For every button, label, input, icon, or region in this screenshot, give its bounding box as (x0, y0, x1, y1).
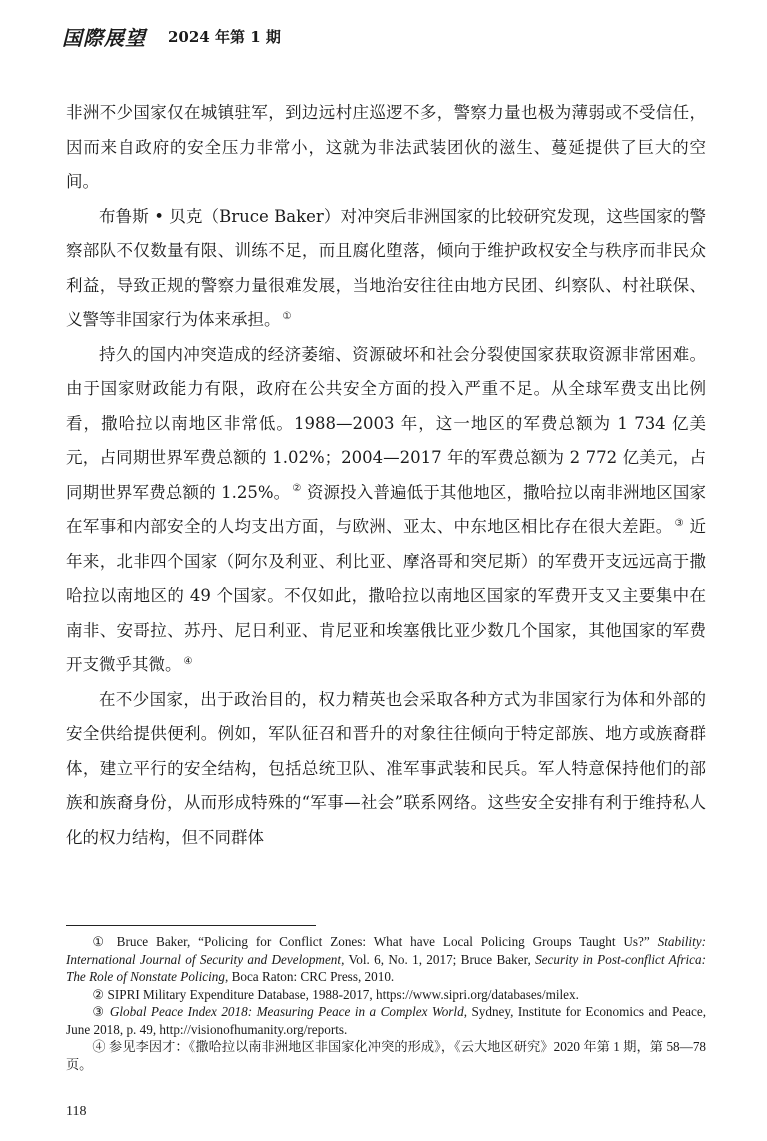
paragraph-4: 在不少国家，出于政治目的，权力精英也会采取各种方式为非国家行为体和外部的安全供给提供便利。例如，军队征召和晋升的对象往往倾向于特定部族、地方或族裔群体，建立平行的安全结构，包括总统卫队、准军事武装和民兵。军人特意保持他们的部族和族裔身份，从而形成特殊的“军事—社会”联系网络。这些安全安排有利于维持私人化的权力结构，但不同群体 (66, 689, 706, 847)
footnote-3: ③ Global Peace Index 2018: Measuring Peace in a Complex World, Sydney, Institute for Economics and Peace, June 2018, p. 49, http://visionofhumanity.org/reports. (66, 1004, 707, 1037)
footnote-2: ② SIPRI Military Expenditure Database, 1988-2017, https://www.sipri.org/databases/milex. (92, 986, 579, 1002)
footnote-ref-1[interactable]: ① (282, 310, 292, 322)
paragraph-3: 持久的国内冲突造成的经济萎缩、资源破坏和社会分裂使国家获取资源非常困难。由于国家财政能力有限，政府在公共安全方面的投入严重不足。从全球军费支出比例看，撒哈拉以南地区非常低。1988—2003 年，这一地区的军费总额为 1 734 亿美元，占同期世界军费总额的 1.02%；2004—2017 年的军费总额为 2 772 亿美元，占同期世界军费总额的 1.25%。 ② 资源投入普遍低于其他地区，撒哈拉以南非洲地区国家在军事和内部安全的人均支出方面，与欧洲、亚太、中东地区相比存在很大差距。 ③ 近年来，北非四个国家（阿尔及利亚、利比亚、摩洛哥和突尼斯）的军费开支远远高于撒哈拉以南地区的 49 个国家。不仅如此，撒哈拉以南地区国家的军费开支又主要集中在南非、安哥拉、苏丹、尼日利亚、肯尼亚和埃塞俄比亚少数几个国家，其他国家的军费开支微乎其微。 ④ (66, 344, 707, 674)
running-header (62, 20, 281, 52)
footnote-ref-2[interactable]: ② (292, 483, 302, 494)
footnote-ref-4[interactable]: ④ (183, 655, 193, 667)
issue-number: 2024 年第 1 期 (168, 27, 281, 46)
footnotes (66, 933, 706, 1073)
page-number: 118 (66, 1104, 87, 1119)
footnote-4: ④ 参见李因才：《撒哈拉以南非洲地区非国家化冲突的形成》，《云大地区研究》2020 年第 1 期，第 58—78 页。 (66, 1039, 707, 1072)
paragraph-1: 非洲不少国家仅在城镇驻军，到边远村庄巡逻不多，警察力量也极为薄弱或不受信任，因而来自政府的安全压力非常小，这就为非法武装团伙的滋生、蔓延提供了巨大的空间。 (66, 103, 706, 191)
footnote-separator (66, 925, 316, 926)
main-text (66, 96, 706, 855)
paragraph-2: 布鲁斯 • 贝克（Bruce Baker）对冲突后非洲国家的比较研究发现，这些国家的警察部队不仅数量有限、训练不足，而且腐化堕落，倾向于维护政权安全与秩序而非民众利益，导致正规的警察力量很难发展，当地治安往往由地方民团、纠察队、村社联保、义警等非国家行为体来承担。 ① (66, 206, 706, 329)
footnote-ref-3[interactable]: ③ (674, 517, 684, 529)
journal-name: 国際展望 (62, 25, 146, 50)
footnote-1: ① Bruce Baker, “Policing for Conflict Zones: What have Local Policing Groups Taught Us?” Stability: International Journal of Security and Development, Vol. 6, No. 1, 2017; Bruce Baker, Security in Post-conflict Africa: The Role of Nonstate Policing, Boca Raton: CRC Press, 2010. (66, 934, 707, 984)
